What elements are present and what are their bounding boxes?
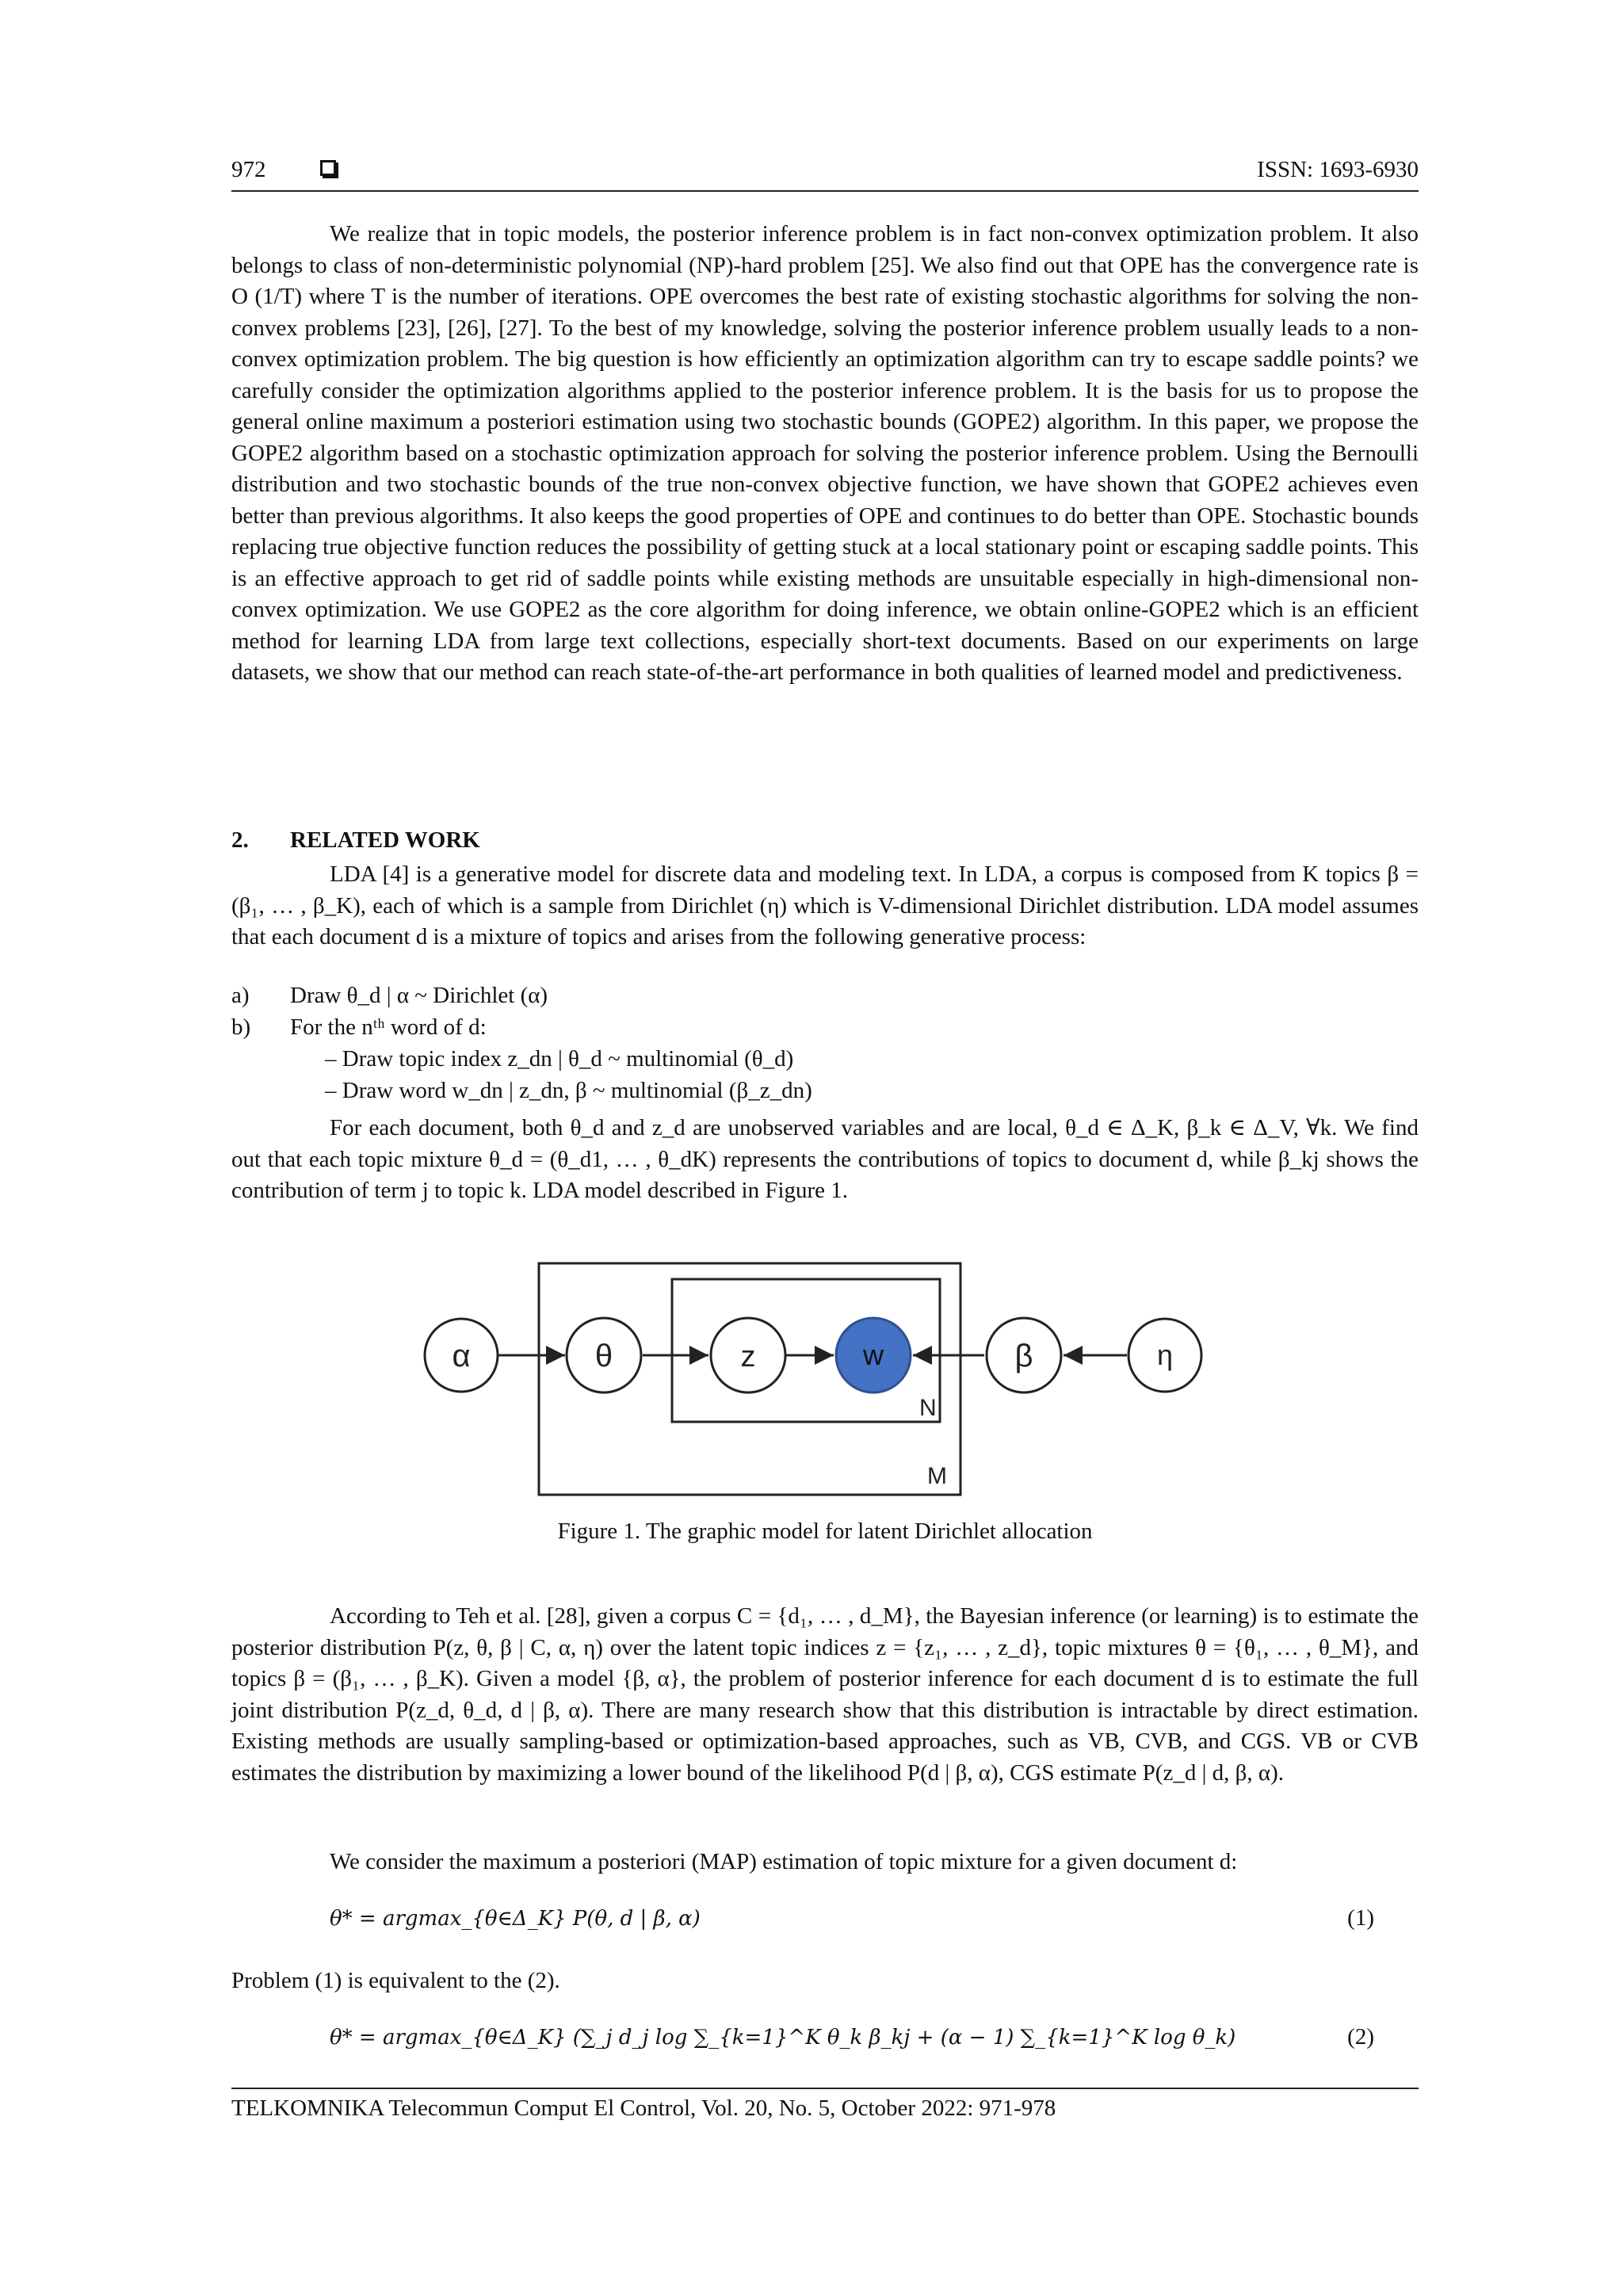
node-z-label: z (740, 1340, 756, 1373)
node-w-label: w (863, 1339, 884, 1371)
node-eta-label: η (1156, 1339, 1174, 1371)
page-number: 972 (231, 157, 266, 182)
section-heading (231, 827, 480, 854)
map-paragraph: We consider the maximum a posteriori (MAP) estimation of topic mixture for a given document d: (330, 1849, 1238, 1874)
page-header (231, 151, 1419, 192)
node-alpha-label: α (452, 1339, 471, 1373)
process-label-b: b) (231, 1014, 251, 1040)
equation-1-number: (1) (1347, 1905, 1374, 1931)
lda-paragraph: LDA [4] is a generative model for discrete data and modeling text. In LDA, a corpus is composed from K topics β = (β₁, … , β_K), each of which is a sample from Dirichlet (η) which is V-dimensional Dirichlet distribution. LDA model assumes that each document d is a mixture of topics and arises from the following generative process: (231, 861, 1419, 949)
plate-inner-label: N (919, 1395, 937, 1421)
figure-caption: Figure 1. The graphic model for latent Dirichlet allocation (557, 1519, 1093, 1544)
plate-outer-label: M (927, 1463, 947, 1489)
process-text-b: For the nᵗʰ word of d: (290, 1014, 487, 1040)
equivalence-text: Problem (1) is equivalent to the (2). (231, 1968, 560, 1993)
local-variables-paragraph: For each document, both θ_d and z_d are unobserved variables and are local, θ_d ∈ Δ_K, β_k ∈ Δ_V, ∀k. We find out that each topic mixture θ_d = (θ_d1, … , θ_dK) represents the contributions of topics to document d, while β_kj shows the contribution of term j to topic k. LDA model described in Figure 1. (231, 1115, 1419, 1203)
intro-paragraph: We realize that in topic models, the posterior inference problem is in fact non-convex optimization problem. It also belongs to class of non-deterministic polynomial (NP)-hard problem [25]. We also find out that OPE has the convergence rate is O (1/T) where T is the number of iterations. OPE overcomes the best rate of existing stochastic algorithms for solving the non-convex problems [23], [26], [27]. To the best of my knowledge, solving the posterior inference problem usually leads to a non-convex optimization problem. The big question is how efficiently an optimization algorithm can try to escape saddle points? we carefully consider the optimization algorithms applied to the posterior inference problem. It is the basis for us to propose the general online maximum a posteriori estimation using two stochastic bounds (GOPE2) algorithm. In this paper, we propose the GOPE2 algorithm based on a stochastic optimization approach for solving the posterior inference problem. Using the Bernoulli distribution and two stochastic bounds of the true non-convex objective function, we have shown that GOPE2 achieves even better than previous algorithms. It also keeps the good properties of OPE and continues to do better than OPE. Stochastic bounds replacing true objective function reduces the possibility of getting stuck at a local stationary point or escaping saddle points. This is an effective approach to get rid of saddle points while existing methods are unsuitable especially in high-dimensional non-convex optimization. We use GOPE2 as the core algorithm for doing inference, we obtain online-GOPE2 which is an efficient method for learning LDA from large text collections, especially short-text documents. Based on our experiments on large datasets, we show that our method can reach state-of-the-art performance in both qualities of learned model and predictiveness. (231, 221, 1419, 685)
square-bullet-icon (320, 160, 336, 176)
section-title: RELATED WORK (290, 827, 480, 853)
equation-1-expr: θ* = argmax_{θ∈Δ_K} P(θ, d | β, α) (330, 1907, 701, 1931)
page-footer: TELKOMNIKA Telecommun Comput El Control, Vol. 20, No. 5, October 2022: 971-978 (231, 2088, 1419, 2122)
node-theta-label: θ (594, 1339, 613, 1373)
node-beta-label: β (1014, 1339, 1033, 1373)
issn: ISSN: 1693-6930 (1257, 157, 1419, 182)
teh-paragraph: According to Teh et al. [28], given a corpus C = {d₁, … , d_M}, the Bayesian inference (or learning) is to estimate the posterior distribution P(z, θ, β | C, α, η) over the latent topic indices z = {z₁, … , z_d}, topic mixtures θ = {θ₁, … , θ_M}, and topics β = (β₁, … , β_K). Given a model {β, α}, the problem of posterior inference for each document d is to estimate the full joint distribution P(z_d, θ_d, d | β, α). There are many research show that this distribution is intractable by direct estimation. Existing methods are usually sampling-based or optimization-based approaches, such as VB, CVB, and CGS. VB or CVB estimates the distribution by maximizing a lower bound of the likelihood P(d | β, α), CGS estimate P(z_d | d, β, α). (231, 1603, 1419, 1786)
equation-1 (330, 1905, 1419, 1931)
process-subitem-2: – Draw word w_dn | z_dn, β ~ multinomial (β_z_dn) (325, 1078, 812, 1103)
lda-graphical-model (422, 1254, 1214, 1507)
process-text-a: Draw θ_d | α ~ Dirichlet (α) (290, 983, 548, 1008)
process-subitem-1: – Draw topic index z_dn | θ_d ~ multinomial (θ_d) (325, 1046, 794, 1072)
process-label-a: a) (231, 983, 250, 1008)
process-item-a (231, 983, 548, 1009)
process-item-b (231, 1014, 487, 1041)
equation-2 (330, 2024, 1419, 2050)
equation-2-number: (2) (1347, 2024, 1374, 2050)
equation-2-expr: θ* = argmax_{θ∈Δ_K} (∑_j d_j log ∑_{k=1}^K θ_k β_kj + (α − 1) ∑_{k=1}^K log θ_k) (330, 2026, 1236, 2050)
section-number: 2. (231, 827, 249, 853)
